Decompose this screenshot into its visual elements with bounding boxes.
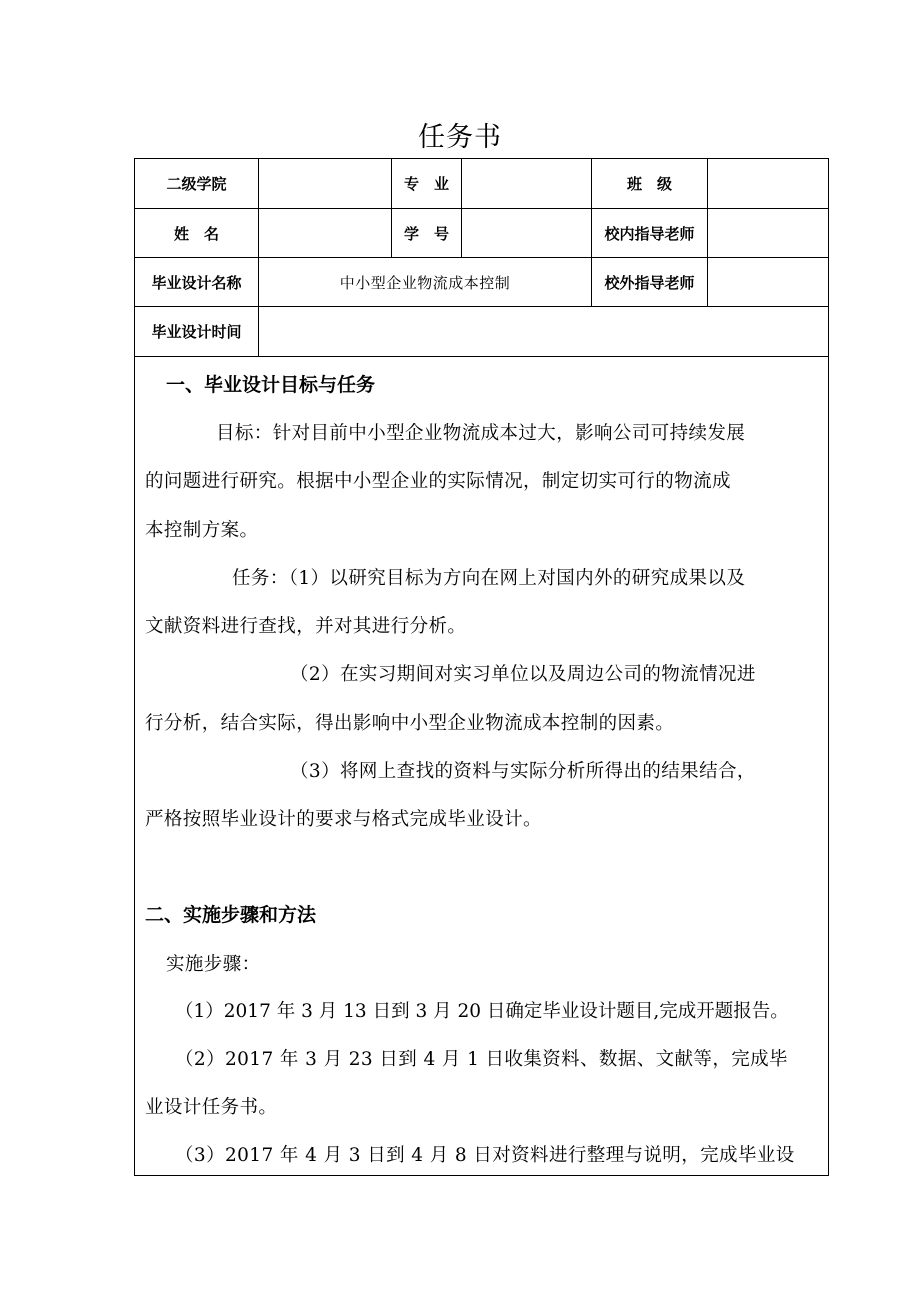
section2-line: （3）2017 年 4 月 3 日到 4 月 8 日对资料进行整理与说明，完成毕业设 (175, 1145, 795, 1166)
section2-line: （1）2017 年 3 月 13 日到 3 月 20 日确定毕业设计题目,完成开题报告。 (175, 1001, 789, 1022)
section1-line: 目标：针对目前中小型企业物流成本过大，影响公司可持续发展 (216, 423, 746, 444)
project-time-field[interactable] (259, 307, 828, 356)
class-field[interactable] (708, 159, 828, 208)
section2-line: 实施步骤： (166, 954, 261, 975)
internal-advisor-label: 校内指导老师 (604, 224, 695, 243)
section1-line: （3）将网上查找的资料与实际分析所得出的结果结合， (290, 761, 756, 782)
project-time-label: 毕业设计时间 (151, 323, 242, 341)
row-divider (135, 356, 828, 357)
student-id-field[interactable] (462, 209, 591, 257)
section2-line: 业设计任务书。 (145, 1097, 278, 1118)
section1-line: 任务：（1）以研究目标为方向在网上对国内外的研究成果以及 (232, 568, 746, 589)
section1-line: 的问题进行研究。根据中小型企业的实际情况，制定切实可行的物流成 (145, 471, 731, 492)
section1-line: 行分析，结合实际，得出影响中小型企业物流成本控制的因素。 (145, 713, 675, 734)
section1-line: 严格按照毕业设计的要求与格式完成毕业设计。 (145, 809, 542, 830)
name-field[interactable] (259, 209, 391, 257)
section1-line: 本控制方案。 (145, 520, 259, 541)
section2-heading: 二、实施步骤和方法 (145, 904, 317, 926)
section1-line: （2）在实习期间对实习单位以及周边公司的物流情况进 (290, 664, 756, 685)
name-label: 姓 名 (173, 224, 219, 243)
section2-line: （2）2017 年 3 月 23 日到 4 月 1 日收集资料、数据、文献等，完成毕 (175, 1049, 788, 1070)
project-name-field[interactable]: 中小型企业物流成本控制 (339, 273, 511, 292)
student-id-label: 学 号 (403, 224, 449, 243)
major-label: 专 业 (403, 175, 449, 193)
class-label: 班 级 (626, 175, 672, 193)
college-field[interactable] (259, 159, 391, 208)
page-title: 任务书 (418, 122, 502, 153)
section1-heading: 一、毕业设计目标与任务 (166, 374, 376, 396)
internal-advisor-field[interactable] (708, 209, 828, 257)
major-field[interactable] (462, 159, 591, 208)
college-label: 二级学院 (166, 175, 227, 193)
external-advisor-label: 校外指导老师 (604, 273, 695, 292)
project-name-label: 毕业设计名称 (151, 273, 242, 292)
section1-line: 文献资料进行查找，并对其进行分析。 (145, 616, 467, 637)
external-advisor-field[interactable] (708, 258, 828, 306)
